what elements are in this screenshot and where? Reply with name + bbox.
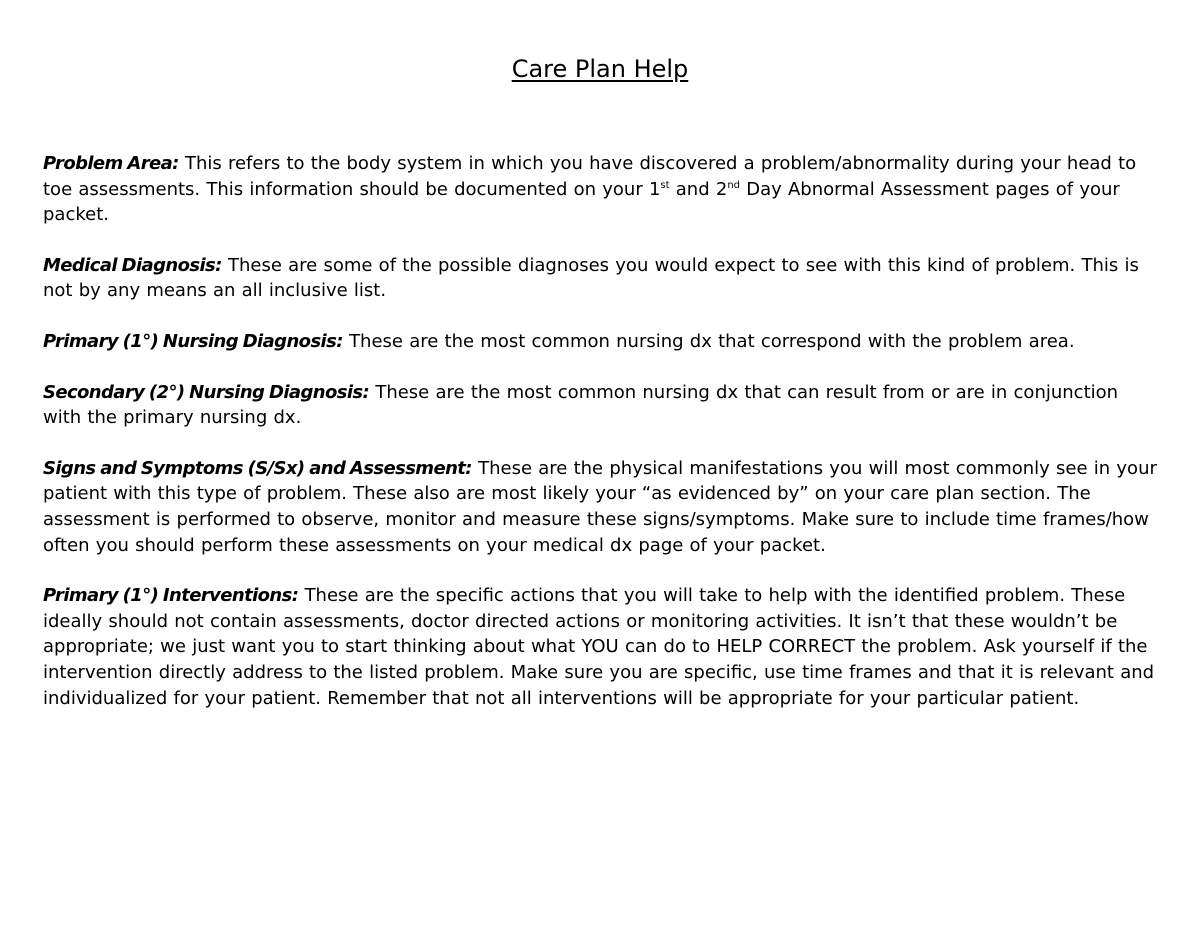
definition-secondary-nursing-diagnosis: These are the most common nursing dx that can result from or are in conjunction with the primary nursing dx.: [43, 381, 1119, 429]
term-signs-symptoms: Signs and Symptoms (S/Sx) and Assessment:: [43, 457, 472, 479]
term-secondary-nursing-diagnosis: Secondary (2°) Nursing Diagnosis:: [43, 381, 370, 403]
ordinal-suffix-1st: st: [660, 179, 670, 191]
definition-primary-nursing-diagnosis: These are the most common nursing dx that correspond with the problem area.: [342, 330, 1075, 352]
definition-primary-interventions: These are the specific actions that you will take to help with the identified problem. These ideally should not contain assessments, doctor directed actions or monitoring activities. It isn’t that these wouldn’t be appropriate; we just want you to start thinking about what YOU can do to HELP CORRECT the problem. Ask yourself if the intervention directly address to the listed problem. Make sure you are specific, use time frames and that it is relevant and individualized for your patient. Remember that not all interventions will be appropriate for your particular patient.: [43, 585, 1155, 709]
paragraph-signs-symptoms: [43, 456, 1158, 558]
term-medical-diagnosis: Medical Diagnosis:: [43, 254, 222, 276]
definition-signs-symptoms: These are the physical manifestations you will most commonly see in your patient with this type of problem. These also are most likely your “as evidenced by” on your care plan section. The assessment is performed to observe, monitor and measure these signs/symptoms. Make sure to include time frames/how often you should perform these assessments on your medical dx page of your packet.: [43, 457, 1157, 556]
document-body: [43, 151, 1158, 736]
term-primary-nursing-diagnosis: Primary (1°) Nursing Diagnosis:: [43, 330, 343, 352]
paragraph-secondary-nursing-diagnosis: [43, 380, 1158, 431]
paragraph-primary-interventions: [43, 583, 1158, 711]
definition-problem-area-part-2: and 2: [669, 178, 728, 200]
paragraph-primary-nursing-diagnosis: [43, 329, 1158, 355]
definition-medical-diagnosis: These are some of the possible diagnoses you would expect to see with this kind of problem. This is not by any means an all inclusive list.: [43, 254, 1139, 302]
term-problem-area: Problem Area:: [43, 153, 179, 174]
ordinal-suffix-2nd: nd: [727, 179, 740, 191]
definition-problem-area-part-1: This refers to the body system in which you have discovered a problem/abnormality during your head to toe assessments. This information should be documented on your 1: [43, 153, 1137, 200]
paragraph-problem-area: [43, 151, 1158, 228]
definition-problem-area-part-3: Day Abnormal Assessment pages of your packet.: [43, 178, 1120, 226]
page-title: Care Plan Help: [511, 55, 689, 83]
term-primary-interventions: Primary (1°) Interventions:: [43, 585, 299, 607]
paragraph-medical-diagnosis: [43, 253, 1158, 304]
